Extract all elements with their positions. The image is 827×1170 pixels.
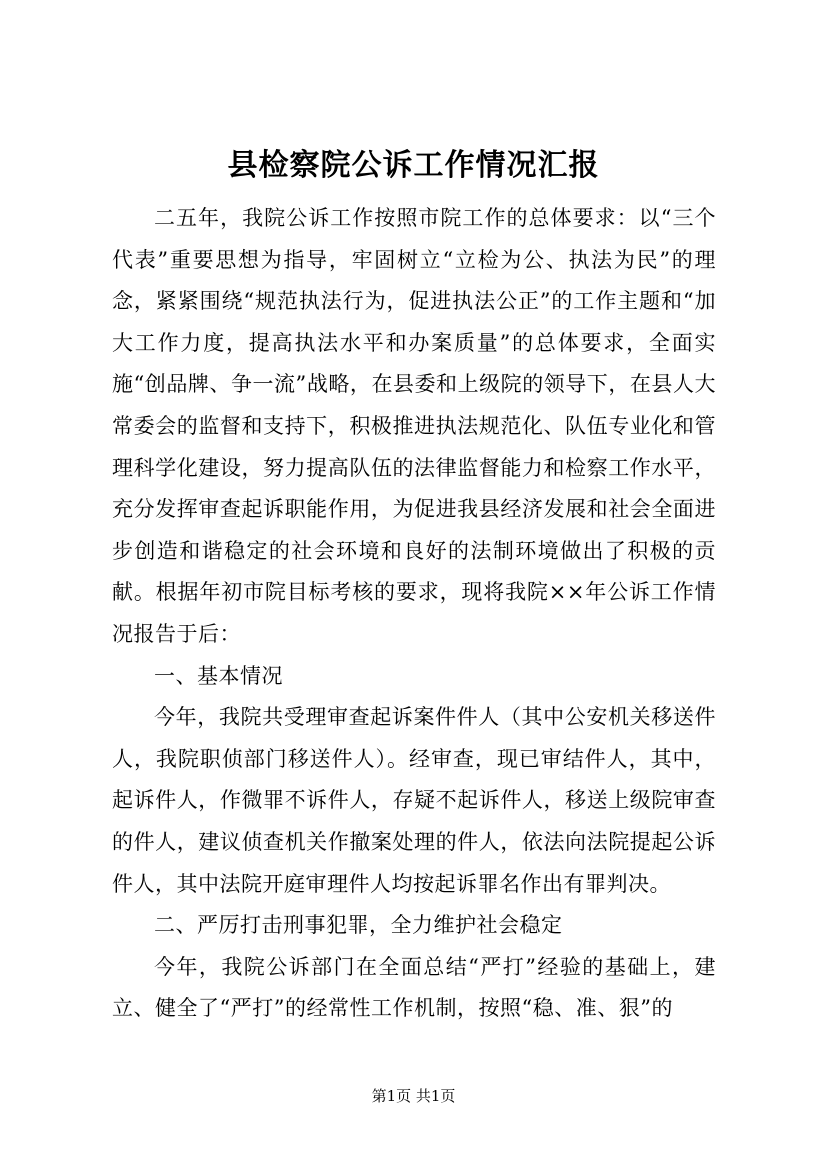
section-heading-crime-crackdown: 二、严厉打击刑事犯罪，全力维护社会稳定 [154,913,563,938]
paragraph-crime-crackdown: 今年，我院公诉部门在全面总结“严打”经验的基础上，建立、健全了“严打”的经常性工作机制，按照“稳、准、狠”的 [112,954,716,1021]
document-body [112,198,716,1030]
paragraph-intro: 二五年，我院公诉工作按照市院工作的总体要求：以“三个代表”重要思想为指导，牢固树立“立检为公、执法为民”的理念，紧紧围绕“规范执法行为，促进执法公正”的工作主题和“加大工作力度，提高执法水平和办案质量”的总体要求，全面实施“创品牌、争一流”战略，在县委和上级院的领导下，在县人大常委会的监督和支持下，积极推进执法规范化、队伍专业化和管理科学化建设，努力提高队伍的法律监督能力和检察工作水平，充分发挥审查起诉职能作用，为促进我县经济发展和社会全面进步创造和谐稳定的社会环境和良好的法制环境做出了积极的贡献。根据年初市院目标考核的要求，现将我院××年公诉工作情况报告于后： [112,206,716,646]
section-heading-basic-situation: 一、基本情况 [154,663,283,688]
page-number-footer: 第1页 共1页 [371,1087,456,1105]
paragraph-basic-situation: 今年，我院共受理审查起诉案件件人（其中公安机关移送件人，我院职侦部门移送件人）。经审查，现已审结件人，其中，起诉件人，作微罪不诉件人，存疑不起诉件人，移送上级院审查的件人，建议侦查机关作撤案处理的件人，依法向法院提起公诉件人，其中法院开庭审理件人均按起诉罪名作出有罪判决。 [112,705,716,896]
document-title: 县检察院公诉工作情况汇报 [227,148,600,183]
